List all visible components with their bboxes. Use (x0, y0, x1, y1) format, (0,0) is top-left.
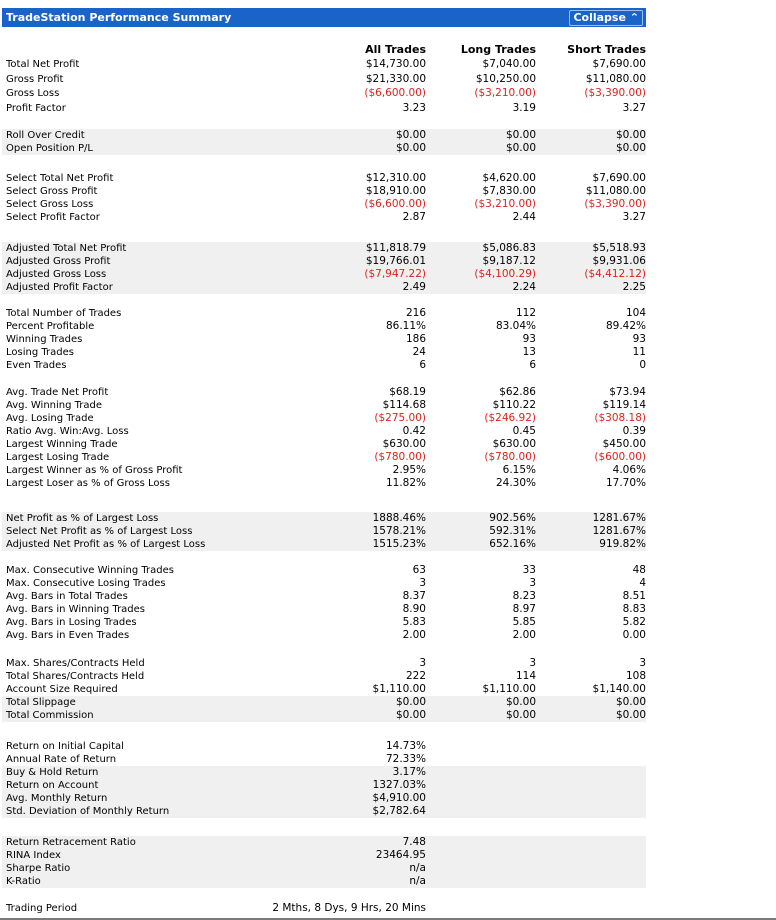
row-label: RINA Index (6, 850, 61, 861)
table-row (2, 740, 646, 753)
row-label: Total Number of Trades (6, 308, 122, 319)
table-row (2, 346, 646, 359)
value-all-trades: 86.11% (385, 320, 426, 332)
value-short-trades: $0.00 (615, 696, 646, 708)
row-label: Total Shares/Contracts Held (6, 671, 145, 682)
value-all-trades: $630.00 (382, 438, 426, 450)
value-short-trades: 0.39 (622, 425, 646, 437)
value-long-trades: 6.15% (502, 464, 536, 476)
value-all-trades: 2.00 (402, 629, 426, 641)
table-row (2, 538, 646, 551)
value-long-trades: $9,187.12 (482, 255, 536, 267)
value-all-trades: 222 (405, 670, 426, 682)
table-row (2, 849, 646, 862)
value-short-trades: 3.27 (622, 101, 646, 114)
table-row (2, 616, 646, 629)
value-all-trades: 3.23 (402, 101, 426, 114)
row-label: Sharpe Ratio (6, 863, 71, 874)
row-label: Total Commission (6, 710, 94, 721)
row-label: Percent Profitable (6, 321, 95, 332)
value-short-trades: ($4,412.12) (584, 268, 646, 280)
table-row (2, 438, 646, 451)
value-all-trades: $1,110.00 (372, 683, 426, 695)
row-label: Avg. Bars in Winning Trades (6, 604, 146, 615)
row-label: Std. Deviation of Monthly Return (6, 806, 170, 817)
value-long-trades: $0.00 (505, 142, 536, 154)
value-short-trades: 1281.67% (592, 525, 646, 537)
value-all-trades: 23464.95 (375, 849, 426, 861)
table-row (2, 87, 646, 100)
value-short-trades: $0.00 (615, 142, 646, 154)
value-all-trades: $11,818.79 (365, 242, 426, 254)
table-row (2, 425, 646, 438)
value-all-trades: 1578.21% (372, 525, 426, 537)
row-label: Annual Rate of Return (6, 754, 117, 765)
table-row (2, 142, 646, 155)
row-label: Return on Initial Capital (6, 741, 124, 752)
value-short-trades: 919.82% (599, 538, 646, 550)
col-all-trades: All Trades (365, 43, 426, 56)
row-label: Avg. Trade Net Profit (6, 387, 109, 398)
row-label: Gross Loss (6, 88, 60, 99)
value-all-trades: $0.00 (395, 142, 426, 154)
value-all-trades: 14.73% (385, 740, 426, 752)
value-all-trades: $12,310.00 (365, 172, 426, 184)
chevron-up-icon: ⌃ (629, 11, 639, 24)
value-long-trades: $5,086.83 (482, 242, 536, 254)
value-short-trades: ($3,390.00) (584, 198, 646, 210)
value-all-trades: ($780.00) (374, 451, 426, 463)
value-short-trades: 0.00 (622, 629, 646, 641)
row-label: Avg. Bars in Losing Trades (6, 617, 137, 628)
value-long-trades: 24.30% (495, 477, 536, 489)
col-short-trades: Short Trades (567, 43, 646, 56)
table-row (2, 875, 646, 888)
value-all-trades: $21,330.00 (365, 72, 426, 85)
row-label: Max. Shares/Contracts Held (6, 658, 145, 669)
value-all-trades: n/a (409, 862, 426, 874)
collapse-button[interactable] (569, 10, 643, 26)
value-long-trades: 902.56% (489, 512, 536, 524)
value-all-trades: $0.00 (395, 696, 426, 708)
table-row (2, 564, 646, 577)
value-all-trades: $2,782.64 (372, 805, 426, 817)
summary-title: TradeStation Performance Summary (6, 11, 232, 24)
row-label: Adjusted Net Profit as % of Largest Loss (6, 539, 206, 550)
table-row (2, 464, 646, 477)
table-row (2, 268, 646, 281)
value-long-trades: 5.85 (512, 616, 536, 628)
table-row (2, 333, 646, 346)
row-label: Select Net Profit as % of Largest Loss (6, 526, 193, 537)
value-short-trades: 0 (639, 359, 646, 371)
row-label: Adjusted Profit Factor (6, 282, 113, 293)
table-row (2, 58, 646, 71)
row-label: Trading Period (6, 903, 78, 914)
value-long-trades: 8.23 (512, 590, 536, 602)
row-label: Total Net Profit (6, 59, 80, 70)
table-row (2, 792, 646, 805)
value-short-trades: ($600.00) (594, 451, 646, 463)
table-row (2, 683, 646, 696)
value-short-trades: ($308.18) (594, 412, 646, 424)
value-all-trades: ($6,600.00) (364, 198, 426, 210)
row-label: K-Ratio (6, 876, 41, 887)
table-row (2, 185, 646, 198)
row-label: Avg. Bars in Total Trades (6, 591, 128, 602)
row-label: Gross Profit (6, 73, 64, 85)
table-row (2, 670, 646, 683)
value-all-trades: 8.37 (402, 590, 426, 602)
value-all-trades: 2.49 (402, 281, 426, 293)
value-all-trades: 7.48 (402, 836, 426, 848)
table-row (2, 359, 646, 372)
row-label: Roll Over Credit (6, 130, 85, 141)
summary-header (2, 8, 646, 27)
row-label: Avg. Bars in Even Trades (6, 630, 130, 641)
value-all-trades: 0.42 (402, 425, 426, 437)
value-long-trades: ($3,210.00) (474, 198, 536, 210)
row-label: Buy & Hold Return (6, 767, 99, 778)
value-all-trades: $19,766.01 (365, 255, 426, 267)
value-long-trades: 592.31% (489, 525, 536, 537)
value-short-trades: ($3,390.00) (584, 87, 646, 99)
value-all-trades: 11.82% (385, 477, 426, 489)
value-long-trades: 93 (522, 333, 536, 345)
value-short-trades: 17.70% (605, 477, 646, 489)
value-short-trades: $11,080.00 (585, 72, 646, 85)
value-short-trades: $5,518.93 (592, 242, 646, 254)
value-all-trades: ($275.00) (374, 412, 426, 424)
table-row (2, 102, 646, 115)
row-label: Return Retracement Ratio (6, 837, 136, 848)
table-row (2, 477, 646, 490)
col-long-trades: Long Trades (460, 43, 536, 56)
row-label: Winning Trades (6, 334, 83, 345)
row-label: Total Slippage (6, 697, 76, 708)
table-row (2, 320, 646, 333)
value-long-trades: $7,830.00 (482, 185, 536, 197)
row-label: Losing Trades (6, 347, 74, 358)
value-all-trades: 1515.23% (372, 538, 426, 550)
value-short-trades: 8.51 (622, 590, 646, 602)
value-short-trades: 3.27 (622, 211, 646, 223)
value-short-trades: $9,931.06 (592, 255, 646, 267)
value-long-trades: 33 (522, 564, 536, 576)
row-label: Select Total Net Profit (6, 173, 114, 184)
value-long-trades: $1,110.00 (482, 683, 536, 695)
value-all-trades: 1327.03% (372, 779, 426, 791)
value-short-trades: 89.42% (605, 320, 646, 332)
value-all-trades: 1888.46% (372, 512, 426, 524)
value-all-trades: 2.95% (392, 464, 426, 476)
value-all-trades: 2 Mths, 8 Dys, 9 Hrs, 20 Mins (272, 902, 426, 914)
table-row (2, 242, 646, 255)
table-row (2, 451, 646, 464)
table-row (2, 307, 646, 320)
table-row (2, 709, 646, 722)
row-label: Select Gross Profit (6, 186, 98, 197)
row-label: Profit Factor (6, 102, 66, 114)
value-long-trades: 2.24 (512, 281, 536, 293)
table-row (2, 836, 646, 849)
table-row (2, 805, 646, 818)
table-row (2, 525, 646, 538)
value-all-trades: 3.17% (392, 766, 426, 778)
value-long-trades: 112 (515, 307, 536, 319)
table-row (2, 172, 646, 185)
value-long-trades: $10,250.00 (475, 72, 536, 85)
row-label: Largest Winning Trade (6, 439, 118, 450)
table-row (2, 577, 646, 590)
table-row (2, 902, 646, 915)
value-short-trades: $73.94 (609, 386, 646, 398)
value-long-trades: 3 (529, 577, 536, 589)
row-label: Account Size Required (6, 684, 118, 695)
table-row (2, 211, 646, 224)
table-row (2, 779, 646, 792)
row-label: Adjusted Total Net Profit (6, 243, 127, 254)
value-all-trades: $14,730.00 (365, 58, 426, 70)
value-long-trades: ($3,210.00) (474, 87, 536, 99)
value-all-trades: 63 (412, 564, 426, 576)
row-label: Max. Consecutive Losing Trades (6, 578, 166, 589)
value-short-trades: 104 (625, 307, 646, 319)
value-long-trades: 2.00 (512, 629, 536, 641)
value-short-trades: $7,690.00 (592, 58, 646, 70)
value-long-trades: 13 (522, 346, 536, 358)
value-short-trades: $0.00 (615, 129, 646, 141)
value-all-trades: 2.87 (402, 211, 426, 223)
row-label: Largest Loser as % of Gross Loss (6, 478, 170, 489)
row-label: Adjusted Gross Profit (6, 256, 111, 267)
collapse-label: Collapse (573, 11, 626, 24)
value-all-trades: 3 (419, 657, 426, 669)
value-long-trades: 83.04% (495, 320, 536, 332)
row-label: Avg. Monthly Return (6, 793, 108, 804)
value-long-trades: ($246.92) (484, 412, 536, 424)
value-long-trades: $110.22 (492, 399, 536, 411)
value-long-trades: $7,040.00 (482, 58, 536, 70)
value-all-trades: 8.90 (402, 603, 426, 615)
value-long-trades: 114 (515, 670, 536, 682)
table-row (2, 862, 646, 875)
table-row (2, 399, 646, 412)
value-short-trades: $119.14 (602, 399, 646, 411)
row-label: Select Gross Loss (6, 199, 94, 210)
table-row (2, 73, 646, 86)
table-row (2, 696, 646, 709)
value-short-trades: $7,690.00 (592, 172, 646, 184)
table-row (2, 512, 646, 525)
row-label: Largest Winner as % of Gross Profit (6, 465, 183, 476)
value-all-trades: $18,910.00 (365, 185, 426, 197)
value-short-trades: 3 (639, 657, 646, 669)
value-short-trades: 8.83 (622, 603, 646, 615)
value-short-trades: 2.25 (622, 281, 646, 293)
value-all-trades: 24 (412, 346, 426, 358)
value-long-trades: $0.00 (505, 696, 536, 708)
value-all-trades: $4,910.00 (372, 792, 426, 804)
row-label: Even Trades (6, 360, 67, 371)
value-long-trades: $0.00 (505, 129, 536, 141)
column-headers (0, 43, 650, 56)
value-all-trades: ($6,600.00) (364, 87, 426, 99)
value-long-trades: 2.44 (512, 211, 536, 223)
value-long-trades: ($4,100.29) (474, 268, 536, 280)
table-row (2, 590, 646, 603)
table-row (2, 255, 646, 268)
row-label: Max. Consecutive Winning Trades (6, 565, 174, 576)
value-long-trades: $4,620.00 (482, 172, 536, 184)
value-short-trades: $0.00 (615, 709, 646, 721)
value-long-trades: $630.00 (492, 438, 536, 450)
table-row (2, 629, 646, 642)
value-all-trades: n/a (409, 875, 426, 887)
table-row (2, 129, 646, 142)
value-long-trades: $62.86 (499, 386, 536, 398)
row-label: Open Position P/L (6, 143, 93, 154)
table-row (2, 412, 646, 425)
value-short-trades: $450.00 (602, 438, 646, 450)
value-all-trades: $68.19 (389, 386, 426, 398)
row-label: Select Profit Factor (6, 212, 100, 223)
value-long-trades: 0.45 (512, 425, 536, 437)
value-short-trades: 108 (625, 670, 646, 682)
row-label: Largest Losing Trade (6, 452, 110, 463)
value-all-trades: $114.68 (382, 399, 426, 411)
value-short-trades: 1281.67% (592, 512, 646, 524)
value-short-trades: 48 (632, 564, 646, 576)
value-all-trades: $0.00 (395, 709, 426, 721)
row-label: Ratio Avg. Win:Avg. Loss (6, 426, 129, 437)
table-row (2, 657, 646, 670)
table-row (2, 281, 646, 294)
value-all-trades: ($7,947.22) (364, 268, 426, 280)
table-row (2, 753, 646, 766)
value-short-trades: 5.82 (622, 616, 646, 628)
value-long-trades: 6 (529, 359, 536, 371)
value-long-trades: 3.19 (512, 101, 536, 114)
table-row (2, 386, 646, 399)
row-label: Net Profit as % of Largest Loss (6, 513, 159, 524)
value-short-trades: 4.06% (612, 464, 646, 476)
value-all-trades: 186 (405, 333, 426, 345)
value-all-trades: 5.83 (402, 616, 426, 628)
value-long-trades: ($780.00) (484, 451, 536, 463)
value-short-trades: 93 (632, 333, 646, 345)
value-all-trades: $0.00 (395, 129, 426, 141)
value-long-trades: $0.00 (505, 709, 536, 721)
row-label: Avg. Losing Trade (6, 413, 94, 424)
value-short-trades: $11,080.00 (585, 185, 646, 197)
value-short-trades: 11 (632, 346, 646, 358)
value-long-trades: 8.97 (512, 603, 536, 615)
table-row (2, 603, 646, 616)
value-all-trades: 6 (419, 359, 426, 371)
row-label: Adjusted Gross Loss (6, 269, 107, 280)
value-short-trades: $1,140.00 (592, 683, 646, 695)
value-all-trades: 216 (405, 307, 426, 319)
table-row (2, 766, 646, 779)
row-label: Avg. Winning Trade (6, 400, 103, 411)
value-long-trades: 652.16% (489, 538, 536, 550)
value-all-trades: 3 (419, 577, 426, 589)
table-row (2, 198, 646, 211)
value-long-trades: 3 (529, 657, 536, 669)
value-short-trades: 4 (639, 577, 646, 589)
row-label: Return on Account (6, 780, 99, 791)
value-all-trades: 72.33% (385, 753, 426, 765)
